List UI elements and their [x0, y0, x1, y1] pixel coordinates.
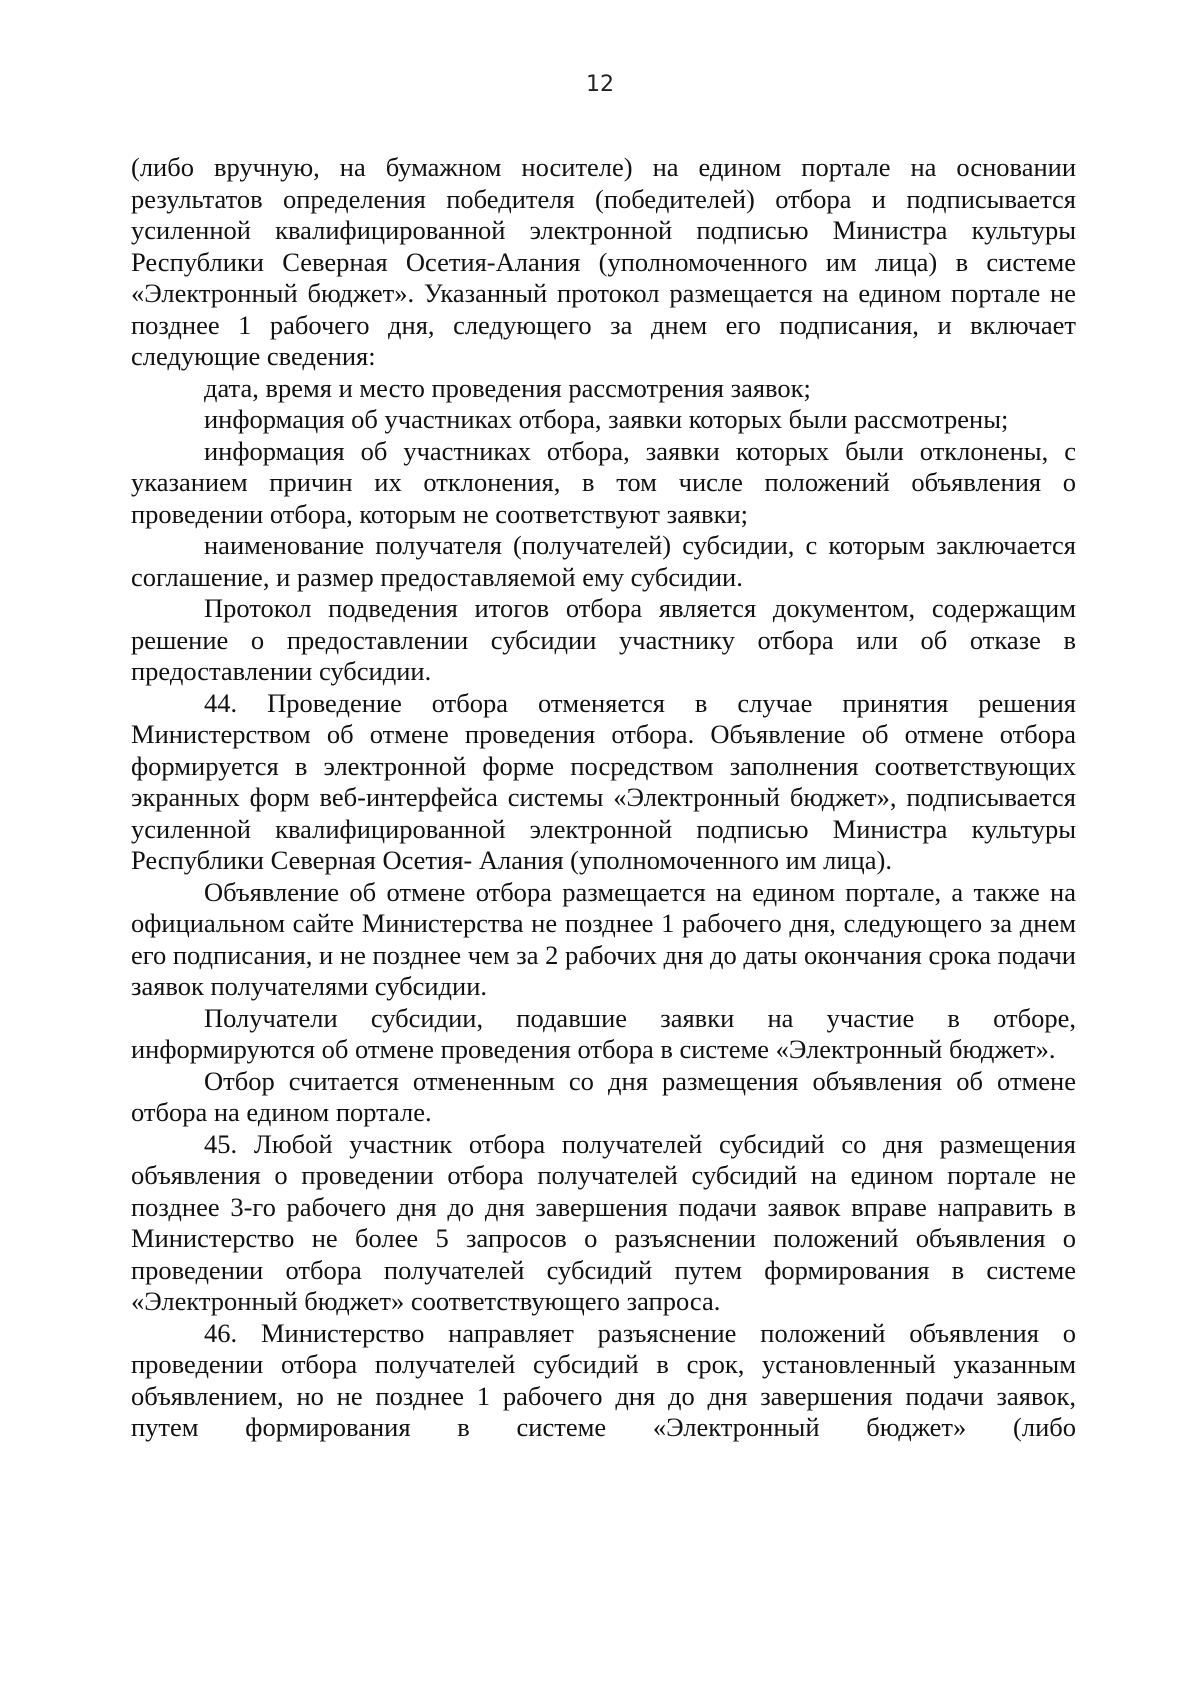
paragraph-list-rejected: информация об участниках отбора, заявки которых были отклонены, с указанием причин их отклонения, в том числе положений объявления о проведении отбора, которым не соответствуют заявки; [131, 435, 1076, 529]
page-number: 12 [586, 72, 614, 97]
paragraph-cancel-notification: Получатели субсидии, подавшие заявки на участие в отборе, информируются об отмене проведения отбора в системе «Электронный бюджет». [131, 1002, 1076, 1064]
paragraph-45: 45. Любой участник отбора получателей субсидий со дня размещения объявления о проведении отбора получателей субсидий на едином портале не позднее 3-го рабочего дня до дня завершения подачи заявок вправе направить в Министерство не более 5 запросов о разъяснении положений объявления о проведении отбора получателей субсидий путем формирования в системе «Электронный бюджет» соответствующего запроса. [131, 1128, 1076, 1316]
paragraph-cancel-effective: Отбор считается отмененным со дня размещения объявления об отмене отбора на едином портале. [131, 1065, 1076, 1127]
paragraph-list-date: дата, время и место проведения рассмотрения заявок; [204, 372, 811, 403]
paragraph-cancel-publication: Объявление об отмене отбора размещается на едином портале, а также на официальном сайте Министерства не позднее 1 рабочего дня, следующего за днем его подписания, и не позднее чем за 2 рабочих дня до даты окончания срока подачи заявок получателями субсидии. [131, 876, 1076, 1001]
paragraph-protocol-continuation: (либо вручную, на бумажном носителе) на едином портале на основании результатов определения победителя (победителей) отбора и подписывается усиленной квалифицированной электронной подписью Министра культуры Республики Северная Осетия-Алания (уполномоченного им лица) в системе «Электронный бюджет». Указанный протокол размещается на едином портале не позднее 1 рабочего дня, следующего за днем его подписания, и включает следующие сведения: [131, 152, 1076, 371]
paragraph-list-reviewed: информация об участниках отбора, заявки которых были рассмотрены; [204, 404, 1009, 434]
paragraph-44: 44. Проведение отбора отменяется в случае принятия решения Министерством об отмене проведения отбора. Объявление об отмене отбора формируется в электронной форме посредством заполнения соответствующих экранных форм веб-интерфейса системы «Электронный бюджет», подписывается усиленной квалифицированной электронной подписью Министра культуры Республики Северная Осетия- Алания (уполномоченного им лица). [131, 687, 1076, 875]
document-body [131, 152, 1076, 1444]
paragraph-protocol-decision: Протокол подведения итогов отбора является документом, содержащим решение о предоставлении субсидии участнику отбора или об отказе в предоставлении субсидии. [131, 593, 1076, 686]
paragraph-list-recipient: наименование получателя (получателей) субсидии, с которым заключается соглашение, и размер предоставляемой ему субсидии. [131, 530, 1076, 592]
paragraph-46: 46. Министерство направляет разъяснение положений объявления о проведении отбора получателей субсидий в срок, установленный указанным объявлением, но не позднее 1 рабочего дня до дня завершения подачи заявок, путем формирования в системе «Электронный бюджет» (либо [131, 1317, 1076, 1442]
